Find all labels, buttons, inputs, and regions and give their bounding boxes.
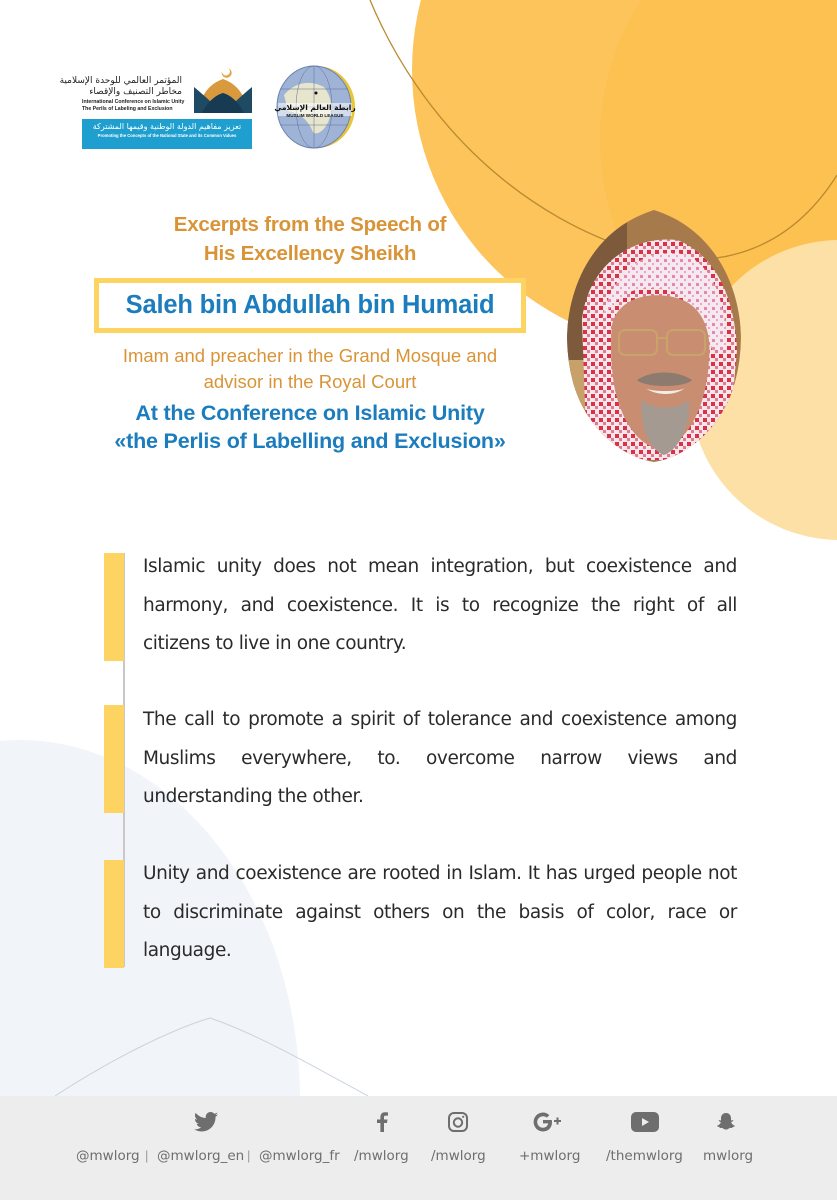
quote-item bbox=[104, 860, 764, 968]
conference-title-line-2: «the Perlis of Labelling and Exclusion» bbox=[114, 429, 506, 453]
facebook-handle[interactable]: /mwlorg bbox=[354, 1148, 409, 1164]
twitter-handle-en[interactable]: @mwlorg_en bbox=[157, 1148, 245, 1164]
intro-heading bbox=[70, 210, 550, 268]
conference-band-english: Promoting the Concepts of the National State and its Common Values bbox=[97, 133, 237, 138]
instagram-icon[interactable] bbox=[447, 1110, 469, 1134]
conference-logo-english-subtitle: The Perils of Labeling and Exclusion bbox=[82, 106, 173, 112]
snapchat-icon[interactable] bbox=[715, 1110, 737, 1134]
facebook-icon[interactable] bbox=[374, 1110, 390, 1134]
conference-logo-arabic-title: المؤتمر العالمي للوحدة الإسلامية bbox=[59, 76, 182, 86]
speaker-role-line-1: Imam and preacher in the Grand Mosque and bbox=[122, 345, 498, 366]
youtube-icon[interactable] bbox=[630, 1110, 660, 1134]
logos-row bbox=[59, 65, 356, 149]
conference-logo-english-title: International Conference on Islamic Unity bbox=[82, 99, 185, 105]
muslim-world-league-logo bbox=[274, 65, 356, 149]
quote-text: The call to promote a spirit of tolerance and coexistence among Muslims everywhere, to. overcome narrow views and understanding the other. bbox=[143, 709, 737, 807]
quote-item bbox=[104, 553, 764, 661]
speaker-name-box bbox=[94, 278, 526, 333]
intro-line-1: Excerpts from the Speech of bbox=[173, 213, 447, 236]
quote-marker-bar bbox=[104, 860, 124, 968]
separator: | bbox=[145, 1148, 149, 1163]
mosque-dome-icon bbox=[194, 65, 252, 113]
conference-logo-arabic-subtitle: مخاطر التصنيف والإقصاء bbox=[89, 87, 182, 97]
snapchat-handle[interactable]: mwlorg bbox=[703, 1148, 754, 1164]
conference-title-line-1: At the Conference on Islamic Unity bbox=[135, 401, 485, 425]
social-footer bbox=[0, 1096, 837, 1200]
twitter-handle-ar[interactable]: @mwlorg bbox=[76, 1148, 140, 1164]
conference-logo-band bbox=[82, 119, 252, 149]
google-plus-handle[interactable]: +mwlorg bbox=[519, 1148, 581, 1164]
twitter-handle-fr[interactable]: @mwlorg_fr bbox=[259, 1148, 340, 1164]
quote-marker-bar bbox=[104, 553, 124, 661]
conference-band-arabic: تعزيز مفاهيم الدولة الوطنية وقيمها المشتركة bbox=[92, 122, 242, 131]
google-plus-icon[interactable] bbox=[532, 1110, 566, 1134]
separator: | bbox=[247, 1148, 251, 1163]
mwl-english-text: MUSLIM WORLD LEAGUE bbox=[286, 113, 344, 118]
instagram-handle[interactable]: /mwlorg bbox=[431, 1148, 486, 1164]
quote-text: Islamic unity does not mean integration, but coexistence and harmony, and coexistence. It is to recognize the right of all citizens to live in one country. bbox=[143, 556, 737, 654]
youtube-handle[interactable]: /themwlorg bbox=[606, 1148, 683, 1164]
speaker-role bbox=[70, 343, 550, 395]
conference-title bbox=[70, 399, 550, 455]
mwl-arabic-text: رابطة العالم الإسلامي bbox=[274, 103, 356, 112]
quote-text: Unity and coexistence are rooted in Islam. It has urged people not to discriminate against others on the basis of color, race or language. bbox=[143, 863, 737, 961]
speaker-role-line-2: advisor in the Royal Court bbox=[203, 371, 417, 392]
speaker-name: Saleh bin Abdullah bin Humaid bbox=[125, 291, 495, 319]
quote-item bbox=[104, 705, 764, 813]
intro-line-2: His Excellency Sheikh bbox=[203, 242, 417, 265]
speech-header bbox=[70, 210, 550, 455]
quote-marker-bar bbox=[104, 705, 124, 813]
conference-logo bbox=[59, 65, 252, 149]
twitter-icon[interactable] bbox=[193, 1110, 219, 1134]
